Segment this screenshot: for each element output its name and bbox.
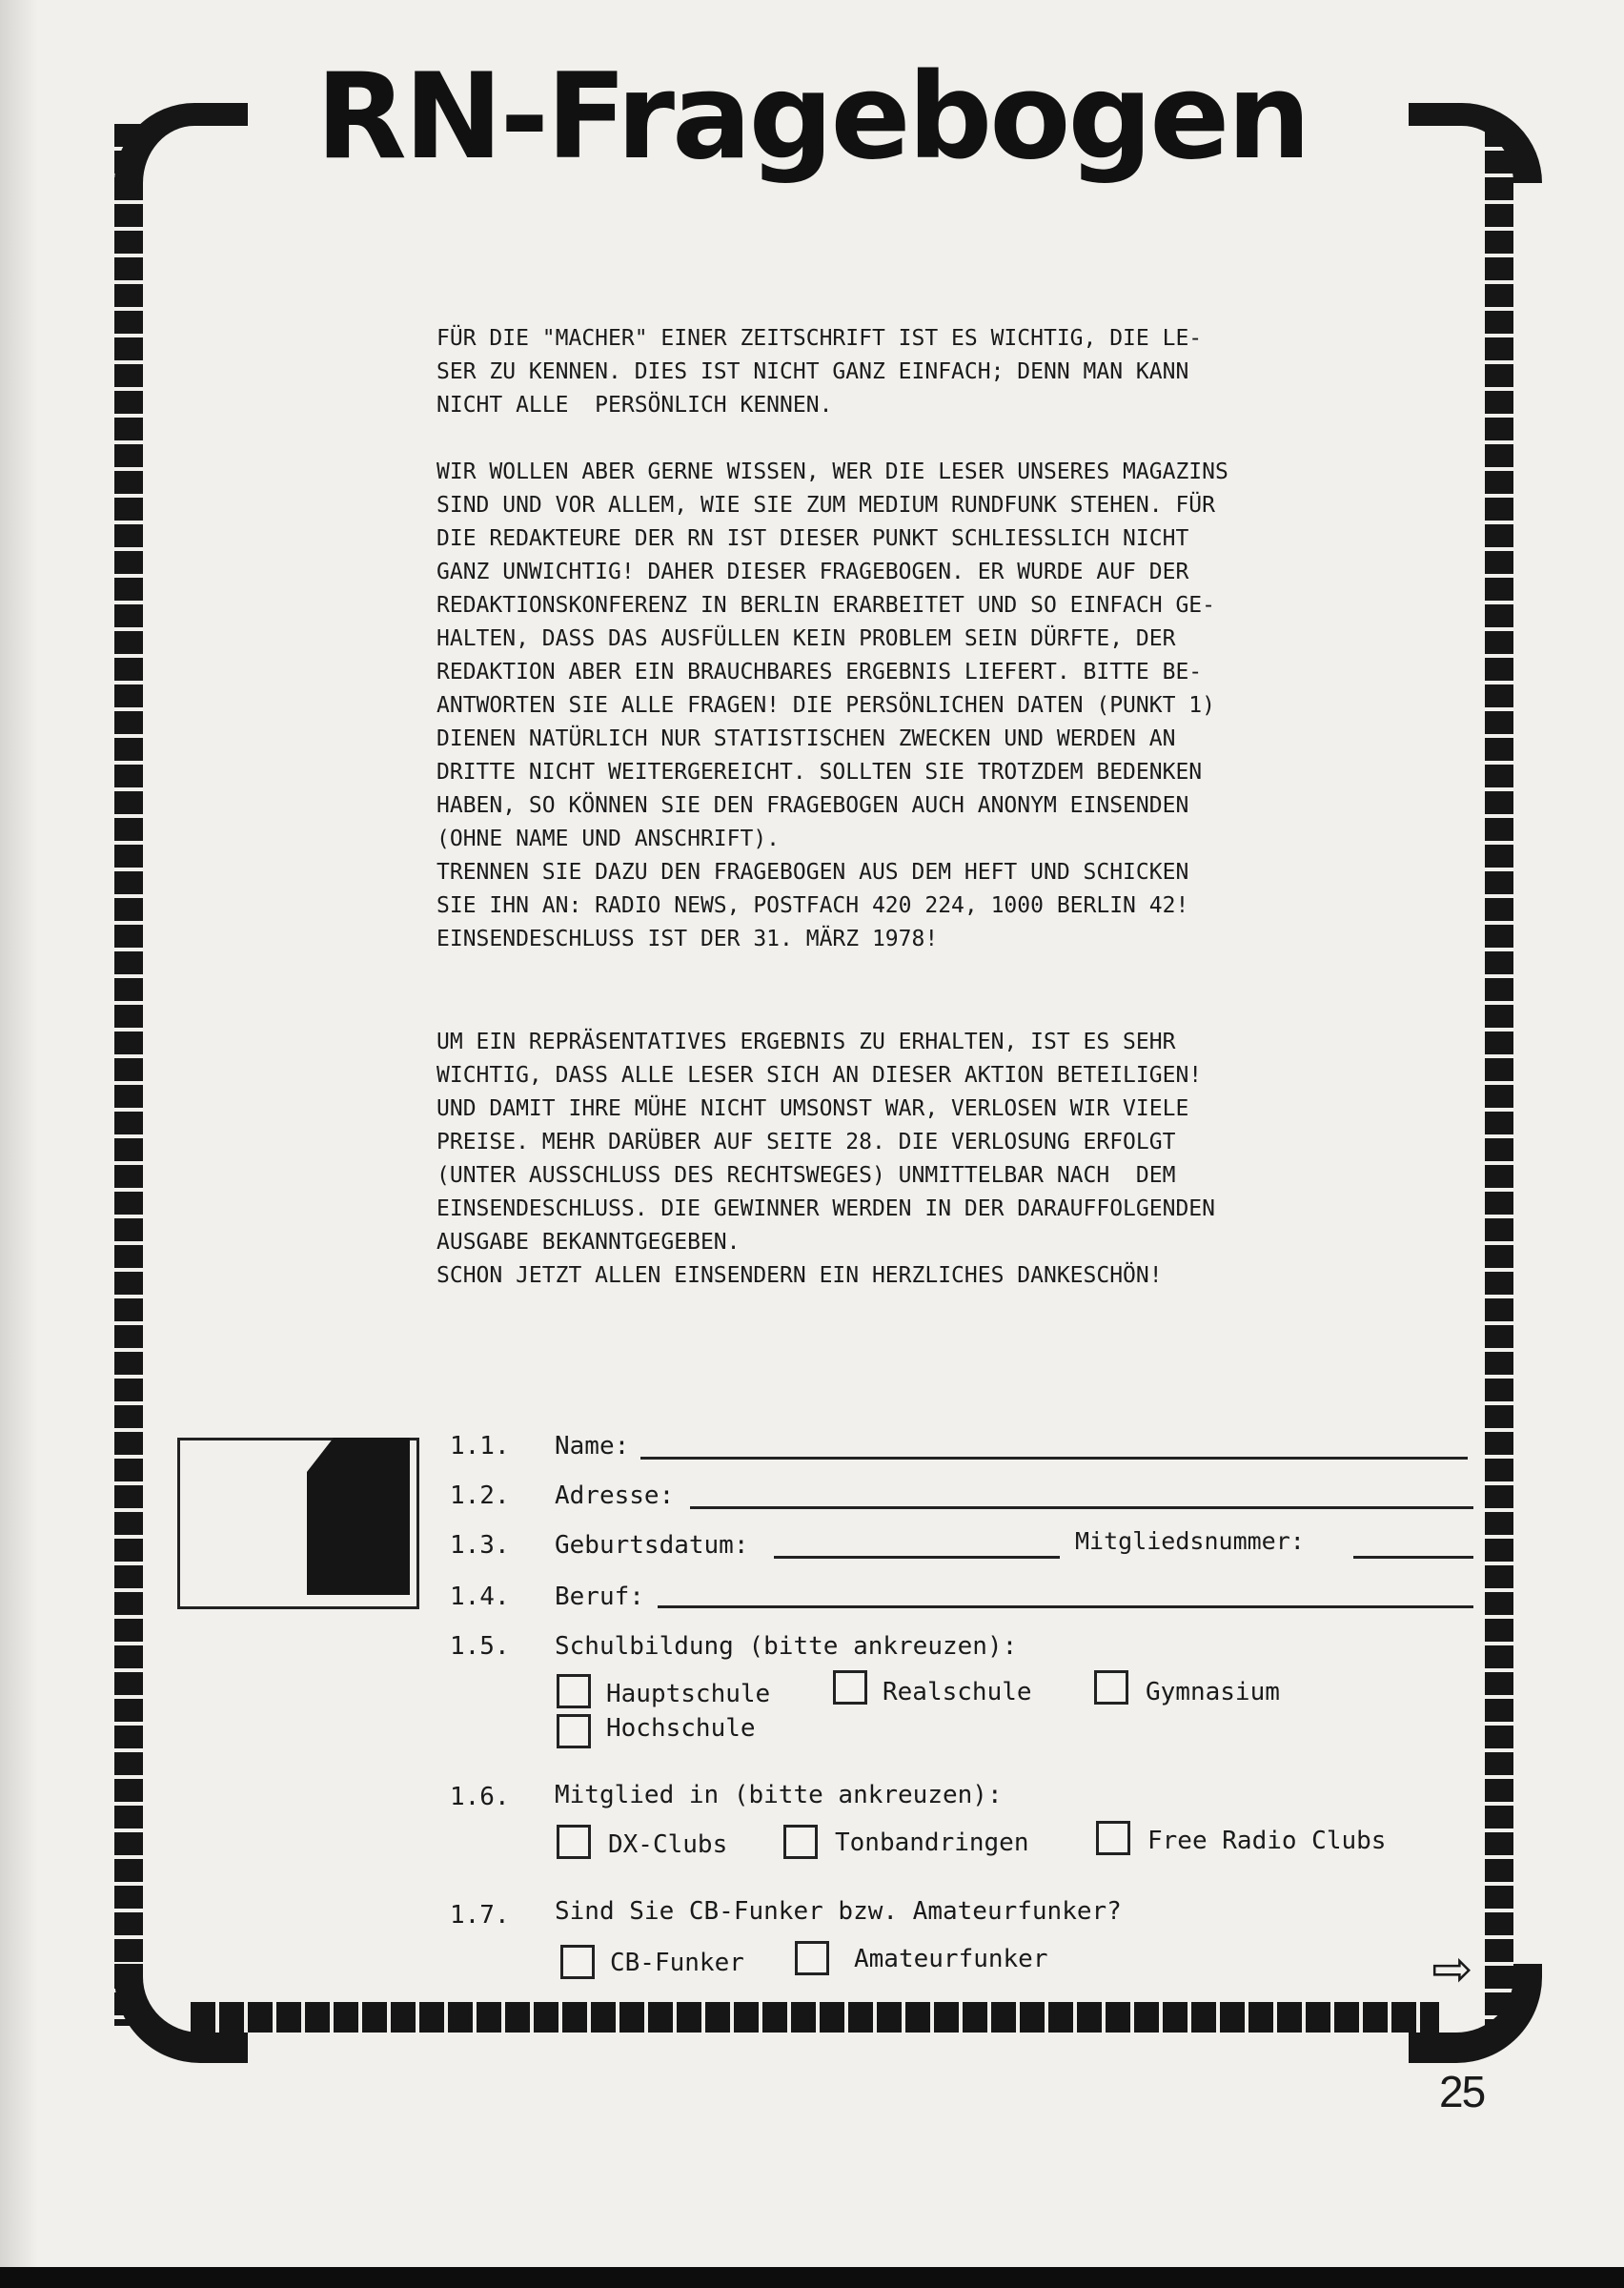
option-amateurfunker: Amateurfunker <box>854 1945 1048 1973</box>
continue-arrow-icon: ⇨ <box>1431 1941 1473 1998</box>
checkbox-hauptschule[interactable] <box>557 1674 591 1708</box>
q1-4-number: 1.4. <box>450 1583 510 1611</box>
section-digit-fold <box>307 1438 334 1472</box>
q1-2-label: Adresse: <box>555 1481 675 1510</box>
checkbox-gymnasium[interactable] <box>1094 1670 1128 1705</box>
frame-bottom-border <box>191 2002 1439 2033</box>
option-hochschule: Hochschule <box>606 1714 756 1743</box>
option-gymnasium: Gymnasium <box>1146 1678 1280 1706</box>
q1-1-label: Name: <box>555 1432 630 1461</box>
q1-1-number: 1.1. <box>450 1432 510 1461</box>
q1-6-label: Mitglied in (bitte ankreuzen): <box>555 1781 1003 1809</box>
option-dx-clubs: DX-Clubs <box>608 1830 728 1859</box>
name-field[interactable] <box>640 1457 1468 1460</box>
member-number-label: Mitgliedsnummer: <box>1075 1527 1305 1555</box>
intro-paragraph-1: FÜR DIE "MACHER" EINER ZEITSCHRIFT IST ES WICHTIG, DIE LE- SER ZU KENNEN. DIES IST NICHT GANZ EINFACH; DENN MAN KANN NICHT ALLE PERSÖNLICH KENNEN. <box>436 326 1203 418</box>
checkbox-hochschule[interactable] <box>557 1714 591 1748</box>
q1-3-number: 1.3. <box>450 1531 510 1560</box>
checkbox-cb-funker[interactable] <box>560 1945 595 1979</box>
birthdate-field[interactable] <box>774 1556 1060 1559</box>
option-hauptschule: Hauptschule <box>606 1680 771 1708</box>
q1-5-label: Schulbildung (bitte ankreuzen): <box>555 1632 1018 1661</box>
checkbox-tonbandringen[interactable] <box>783 1825 818 1859</box>
q1-7-number: 1.7. <box>450 1901 510 1930</box>
frame-corner-bottom-right <box>1409 1964 1542 2063</box>
scan-bottom-edge <box>0 2267 1624 2288</box>
occupation-field[interactable] <box>658 1605 1473 1608</box>
frame-left-border <box>114 124 143 2026</box>
q1-6-number: 1.6. <box>450 1783 510 1811</box>
checkbox-amateurfunker[interactable] <box>795 1941 829 1975</box>
checkbox-free-radio-clubs[interactable] <box>1096 1821 1130 1855</box>
q1-5-number: 1.5. <box>450 1632 510 1661</box>
frame-corner-bottom-left <box>114 1964 248 2063</box>
checkbox-dx-clubs[interactable] <box>557 1825 591 1859</box>
q1-2-number: 1.2. <box>450 1481 510 1510</box>
intro-paragraph-2: WIR WOLLEN ABER GERNE WISSEN, WER DIE LESER UNSERES MAGAZINS SIND UND VOR ALLEM, WIE SIE ZUM MEDIUM RUNDFUNK STEHEN. FÜR DIE REDAKTEURE DER RN IST DIESER PUNKT SCHLIESSLICH NICHT GANZ UNWICHTIG! DAHER DIESER FRAGEBOGEN. ER WURDE AUF DER REDAKTIONSKONFERENZ IN BERLIN ERARBEITET UND SO EINFACH GE- HALTEN, DASS DAS AUSFÜLLEN KEIN PROBLEM SEIN DÜRFTE, DER REDAKTION ABER EIN BRAUCHBARES ERGEBNIS LIEFERT. BITTE BE- ANTWORTEN SIE ALLE FRAGEN! DIE PERSÖNLICHEN DATEN (PUNKT 1) DIENEN NATÜRLICH NUR STATISTISCHEN ZWECKEN UND WERDEN AN DRITTE NICHT WEITERGEREICHT. SOLLTEN SIE TROTZDEM BEDENKEN HABEN, SO KÖNNEN SIE DEN FRAGEBOGEN AUCH ANONYM EINSENDEN (OHNE NAME UND ANSCHRIFT). TRENNEN SIE DAZU DEN FRAGEBOGEN AUS DEM HEFT UND SCHICKEN SIE IHN AN: RADIO NEWS, POSTFACH 420 224, 1000 BERLIN 42! EINSENDESCHLUSS IST DER 31. MÄRZ 1978! <box>436 460 1228 951</box>
member-number-field[interactable] <box>1353 1556 1473 1559</box>
section-digit-base <box>307 1472 334 1595</box>
option-free-radio-clubs: Free Radio Clubs <box>1147 1827 1387 1855</box>
q1-3-label: Geburtsdatum: <box>555 1531 749 1560</box>
q1-4-label: Beruf: <box>555 1583 644 1611</box>
page-gutter-shadow <box>0 0 38 2288</box>
section-digit-one <box>334 1438 410 1595</box>
page-title: RN-Fragebogen <box>315 49 1309 186</box>
frame-corner-top-right <box>1409 103 1542 183</box>
option-realschule: Realschule <box>883 1678 1032 1706</box>
checkbox-realschule[interactable] <box>833 1670 867 1705</box>
q1-7-label: Sind Sie CB-Funker bzw. Amateurfunker? <box>555 1897 1122 1926</box>
intro-paragraph-3: UM EIN REPRÄSENTATIVES ERGEBNIS ZU ERHALTEN, IST ES SEHR WICHTIG, DASS ALLE LESER SICH AN DIESER AKTION BETEILIGEN! UND DAMIT IHRE MÜHE NICHT UMSONST WAR, VERLOSEN WIR VIELE PREISE. MEHR DARÜBER AUF SEITE 28. DIE VERLOSUNG ERFOLGT (UNTER AUSSCHLUSS DES RECHTSWEGES) UNMITTELBAR NACH DEM EINSENDESCHLUSS. DIE GEWINNER WERDEN IN DER DARAUFFOLGENDEN AUSGABE BEKANNTGEGEBEN. SCHON JETZT ALLEN EINSENDERN EIN HERZLICHES DANKESCHÖN! <box>436 1030 1215 1288</box>
page-number: 25 <box>1439 2067 1485 2116</box>
option-tonbandringen: Tonbandringen <box>835 1828 1029 1857</box>
address-field[interactable] <box>690 1506 1473 1509</box>
option-cb-funker: CB-Funker <box>610 1949 744 1977</box>
